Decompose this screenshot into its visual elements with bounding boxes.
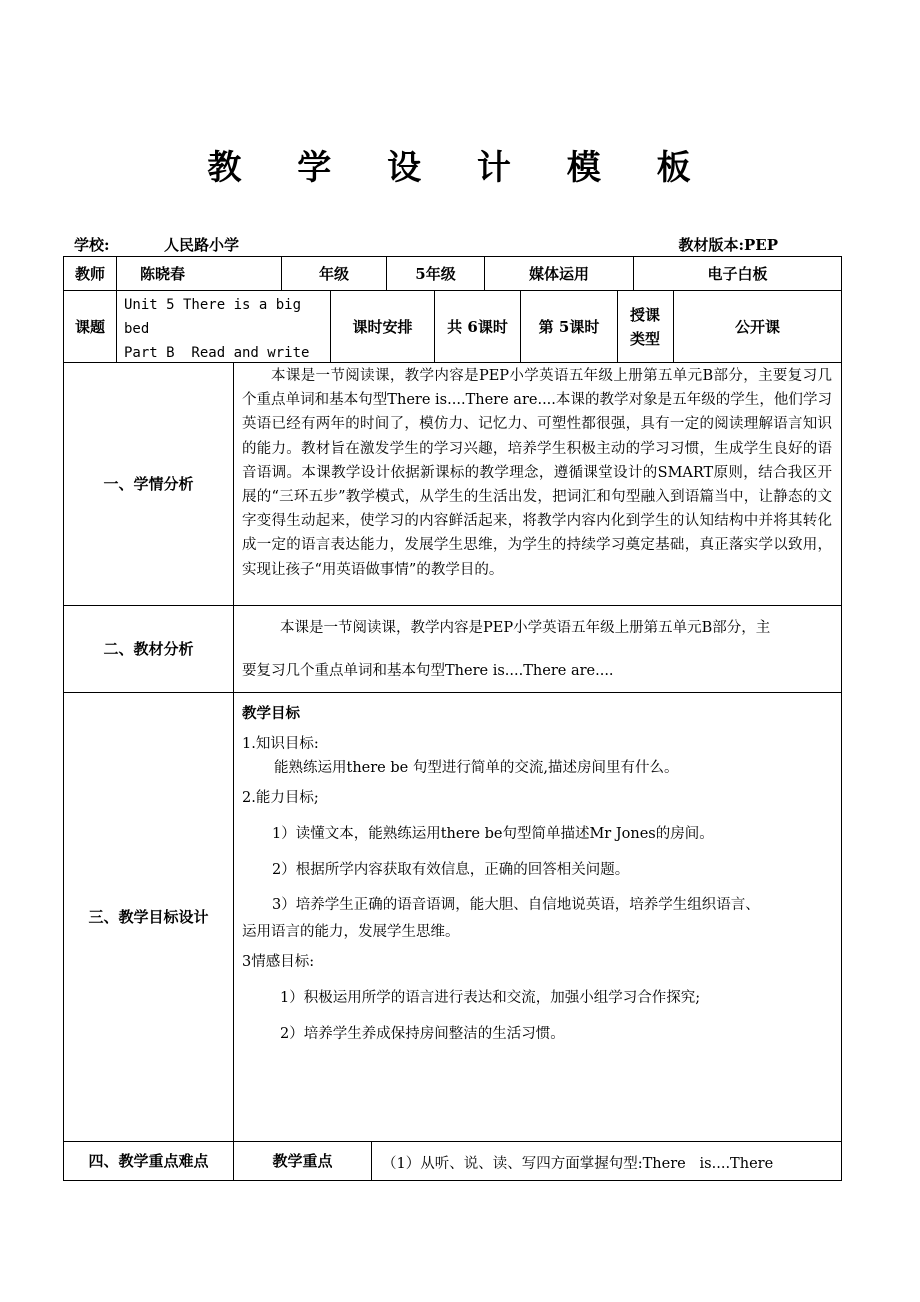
- topic-line: Unit 5 There is a big: [124, 297, 302, 313]
- school-header: [72, 234, 842, 256]
- type-value: 公开课: [734, 317, 780, 336]
- ability-item: 2）根据所学内容获取有效信息，正确的回答相关问题。: [272, 862, 630, 878]
- emotion-item: 1）积极运用所学的语言进行表达和交流，加强小组学习合作探究;: [280, 990, 701, 1006]
- col-divider: [617, 290, 618, 362]
- section-objectives-label: 三、教学目标设计: [88, 908, 209, 926]
- ability-item: 1）读懂文本，能熟练运用there be句型简单描述Mr Jones的房间。: [272, 826, 714, 842]
- grade-label: 年级: [318, 264, 349, 283]
- ability-item-cont: 运用语言的能力，发展学生思维。: [242, 924, 460, 940]
- teacher-name: 陈晓春: [140, 264, 186, 283]
- type-label: 授课类型: [629, 305, 660, 348]
- media-label: 媒体运用: [528, 264, 589, 283]
- school-name: 人民路小学: [164, 236, 240, 254]
- topic-label: 课题: [74, 317, 105, 336]
- knowledge-text: 能熟练运用there be 句型进行简单的交流,描述房间里有什么。: [274, 760, 679, 776]
- col-divider: [233, 362, 234, 1181]
- ability-item: 3）培养学生正确的语音语调，能大胆、自信地说英语，培养学生组织语言、: [272, 897, 760, 913]
- key-points-text: （1）从听、说、读、写四方面掌握句型:There is....There: [382, 1156, 774, 1172]
- section-textbook-analysis-label: 二、教材分析: [103, 640, 194, 658]
- section-key-points-label: 四、教学重点难点: [88, 1152, 209, 1170]
- text-line: 本课是一节阅读课，教学内容是PEP小学英语五年级上册第五单元B部分，主: [280, 620, 771, 636]
- key-points-sublabel: 教学重点: [272, 1152, 333, 1170]
- col-divider: [116, 290, 117, 362]
- textbook-edition: 教材版本:PEP: [678, 236, 778, 254]
- learner-analysis-text: 本课是一节阅读课，教学内容是PEP小学英语五年级上册第五单元B部分，主要复习几个重点单词和基本句型There is....There are....本课的教学对象是五年级的学生，他们学习英语已经有两年的时间了，模仿力、记忆力、可塑性都很强，具有一定的阅读理解语言知识的能力。教材旨在激发学生的学习兴趣，培养学生积极主动的学习习惯，生成学生良好的语音语调。本课教学设计依据新课标的教学理念，遵循课堂设计的SMART原则，结合我区开展的“三环五步”教学模式，从学生的生活出发，把词汇和句型融入到语篇当中，让静态的文字变得生动起来，使学习的内容鲜活起来，将教学内容内化到学生的认知结构中并将其转化成一定的语言表达能力，发展学生思维，为学生的持续学习奠定基础，真正落实学以致用，实现让孩子“用英语做事情”的教学目的。: [242, 368, 832, 578]
- col-divider: [116, 256, 117, 290]
- col-divider: [371, 1141, 372, 1181]
- topic-value: [124, 293, 329, 365]
- total-lessons: 共 6课时: [447, 317, 508, 336]
- knowledge-title: 1.知识目标:: [242, 736, 319, 752]
- media-value: 电子白板: [707, 264, 768, 283]
- page-title: 教 学 设 计 模 板: [207, 148, 713, 188]
- grade-value: 5年级: [415, 264, 456, 283]
- school-label: 学校:: [74, 236, 110, 254]
- ability-title: 2.能力目标;: [242, 790, 319, 806]
- topic-line: bed: [124, 321, 150, 337]
- emotion-item: 2）培养学生养成保持房间整洁的生活习惯。: [280, 1026, 565, 1042]
- section-learner-analysis-label: 一、学情分析: [103, 475, 194, 493]
- topic-line: Part B Read and write: [124, 345, 310, 361]
- objectives-heading: 教学目标: [242, 705, 300, 722]
- current-lesson: 第 5课时: [538, 317, 600, 336]
- teacher-label: 教师: [74, 264, 105, 283]
- emotion-title: 3情感目标:: [242, 954, 315, 970]
- text-line: 要复习几个重点单词和基本句型There is....There are....: [242, 663, 614, 679]
- schedule-label: 课时安排: [352, 317, 413, 336]
